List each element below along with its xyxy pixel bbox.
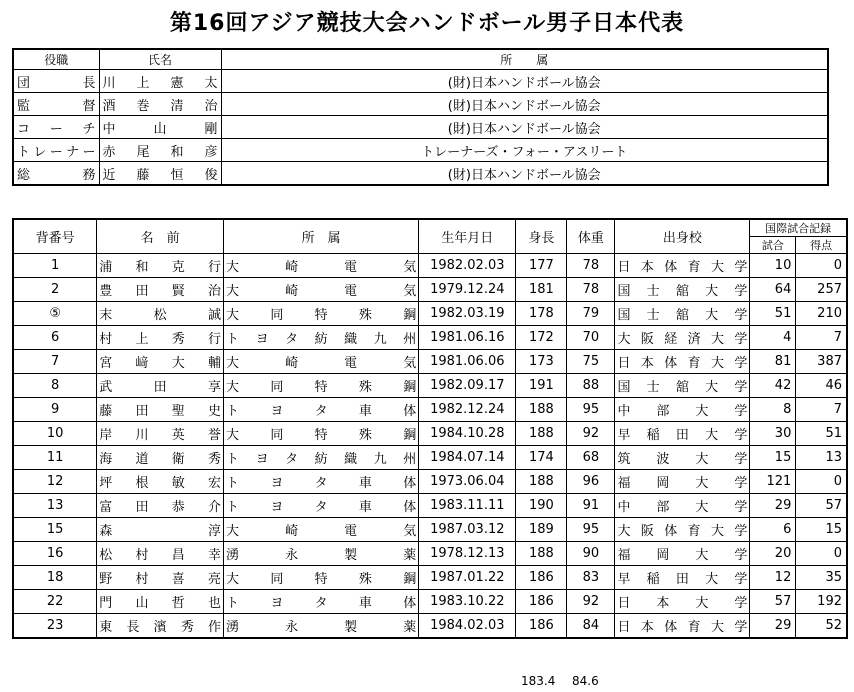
player-school: 国士舘大学 — [615, 374, 750, 398]
player-affiliation: 湧永製薬 — [224, 614, 419, 639]
staff-affiliation: (財)日本ハンドボール協会 — [221, 93, 828, 116]
player-name: 宮﨑大輔 — [97, 350, 224, 374]
player-school: 大阪体育大学 — [615, 518, 750, 542]
player-affiliation: 大崎電気 — [224, 254, 419, 278]
player-number: 6 — [13, 326, 97, 350]
player-school: 福岡大学 — [615, 470, 750, 494]
player-height: 189 — [516, 518, 567, 542]
player-height: 186 — [516, 590, 567, 614]
staff-header-role: 役職 — [13, 49, 99, 70]
staff-table — [12, 48, 829, 186]
player-affiliation: 湧永製薬 — [224, 542, 419, 566]
header-intl-record: 国際試合記録 — [750, 219, 847, 237]
header-birthdate: 生年月日 — [419, 219, 516, 254]
player-goals: 15 — [796, 518, 847, 542]
player-weight: 79 — [567, 302, 615, 326]
staff-role: トレーナー — [13, 139, 99, 162]
player-name: 海道衛秀 — [97, 446, 224, 470]
average-weight: 84.6 — [572, 674, 599, 688]
header-school: 出身校 — [615, 219, 750, 254]
player-matches: 81 — [750, 350, 796, 374]
player-weight: 90 — [567, 542, 615, 566]
player-row — [13, 398, 847, 422]
player-school: 日本体育大学 — [615, 614, 750, 639]
player-birthdate: 1979.12.24 — [419, 278, 516, 302]
player-name: 門山哲也 — [97, 590, 224, 614]
player-height: 172 — [516, 326, 567, 350]
player-affiliation: トヨタ車体 — [224, 590, 419, 614]
player-weight: 95 — [567, 398, 615, 422]
player-matches: 29 — [750, 494, 796, 518]
player-school: 大阪経済大学 — [615, 326, 750, 350]
player-number: 1 — [13, 254, 97, 278]
player-affiliation: 大崎電気 — [224, 518, 419, 542]
average-height: 183.4 — [521, 674, 556, 688]
player-weight: 91 — [567, 494, 615, 518]
player-number: 8 — [13, 374, 97, 398]
staff-affiliation: (財)日本ハンドボール協会 — [221, 70, 828, 93]
player-row — [13, 494, 847, 518]
player-school: 国士舘大学 — [615, 302, 750, 326]
player-name: 森淳 — [97, 518, 224, 542]
player-row — [13, 302, 847, 326]
player-name: 末松誠 — [97, 302, 224, 326]
staff-row — [13, 139, 828, 162]
player-goals: 0 — [796, 254, 847, 278]
player-height: 191 — [516, 374, 567, 398]
player-number: 16 — [13, 542, 97, 566]
player-row — [13, 254, 847, 278]
player-affiliation: 大同特殊鋼 — [224, 566, 419, 590]
player-name: 浦和克行 — [97, 254, 224, 278]
player-number: ⑤ — [13, 302, 97, 326]
player-row — [13, 566, 847, 590]
player-height: 186 — [516, 614, 567, 639]
player-number: 12 — [13, 470, 97, 494]
player-matches: 8 — [750, 398, 796, 422]
player-row — [13, 422, 847, 446]
player-row — [13, 590, 847, 614]
player-row — [13, 326, 847, 350]
player-matches: 15 — [750, 446, 796, 470]
header-number: 背番号 — [13, 219, 97, 254]
player-weight: 68 — [567, 446, 615, 470]
header-goals: 得点 — [796, 237, 847, 254]
staff-affiliation: トレーナーズ・フォー・アスリート — [221, 139, 828, 162]
player-height: 188 — [516, 398, 567, 422]
staff-role: 監督 — [13, 93, 99, 116]
player-matches: 57 — [750, 590, 796, 614]
staff-name: 中山剛 — [99, 116, 221, 139]
player-affiliation: 大同特殊鋼 — [224, 374, 419, 398]
player-birthdate: 1973.06.04 — [419, 470, 516, 494]
player-birthdate: 1982.03.19 — [419, 302, 516, 326]
player-weight: 78 — [567, 254, 615, 278]
player-weight: 83 — [567, 566, 615, 590]
player-birthdate: 1983.11.11 — [419, 494, 516, 518]
player-row — [13, 470, 847, 494]
player-matches: 4 — [750, 326, 796, 350]
player-weight: 96 — [567, 470, 615, 494]
header-weight: 体重 — [567, 219, 615, 254]
player-name: 東長濱秀作 — [97, 614, 224, 639]
players-header-row — [13, 219, 847, 237]
player-school: 日本大学 — [615, 590, 750, 614]
player-goals: 52 — [796, 614, 847, 639]
staff-name: 酒巻清治 — [99, 93, 221, 116]
player-number: 22 — [13, 590, 97, 614]
staff-header-row — [13, 49, 828, 70]
player-height: 190 — [516, 494, 567, 518]
staff-row — [13, 162, 828, 186]
player-weight: 88 — [567, 374, 615, 398]
staff-row — [13, 116, 828, 139]
player-weight: 92 — [567, 590, 615, 614]
staff-role: コーチ — [13, 116, 99, 139]
header-matches: 試合 — [750, 237, 796, 254]
player-school: 中部大学 — [615, 398, 750, 422]
player-row — [13, 518, 847, 542]
player-matches: 64 — [750, 278, 796, 302]
staff-name: 川上憲太 — [99, 70, 221, 93]
player-row — [13, 278, 847, 302]
player-goals: 0 — [796, 470, 847, 494]
player-affiliation: トヨタ車体 — [224, 470, 419, 494]
player-matches: 30 — [750, 422, 796, 446]
player-name: 武田享 — [97, 374, 224, 398]
player-birthdate: 1984.07.14 — [419, 446, 516, 470]
player-number: 2 — [13, 278, 97, 302]
player-school: 筑波大学 — [615, 446, 750, 470]
player-school: 早稲田大学 — [615, 422, 750, 446]
player-matches: 121 — [750, 470, 796, 494]
player-weight: 75 — [567, 350, 615, 374]
player-name: 富田恭介 — [97, 494, 224, 518]
players-table — [12, 218, 848, 639]
player-number: 23 — [13, 614, 97, 639]
player-school: 早稲田大学 — [615, 566, 750, 590]
player-birthdate: 1981.06.16 — [419, 326, 516, 350]
player-name: 豊田賢治 — [97, 278, 224, 302]
player-height: 173 — [516, 350, 567, 374]
player-birthdate: 1982.02.03 — [419, 254, 516, 278]
player-birthdate: 1981.06.06 — [419, 350, 516, 374]
player-matches: 51 — [750, 302, 796, 326]
staff-header-affiliation: 所 属 — [221, 49, 828, 70]
player-weight: 78 — [567, 278, 615, 302]
player-name: 藤田聖史 — [97, 398, 224, 422]
player-goals: 192 — [796, 590, 847, 614]
staff-name: 赤尾和彦 — [99, 139, 221, 162]
player-number: 18 — [13, 566, 97, 590]
player-school: 福岡大学 — [615, 542, 750, 566]
player-goals: 35 — [796, 566, 847, 590]
player-school: 国士舘大学 — [615, 278, 750, 302]
header-name: 名 前 — [97, 219, 224, 254]
player-name: 村上秀行 — [97, 326, 224, 350]
player-height: 188 — [516, 470, 567, 494]
player-weight: 84 — [567, 614, 615, 639]
player-affiliation: 大崎電気 — [224, 350, 419, 374]
staff-role: 団長 — [13, 70, 99, 93]
player-affiliation: 大同特殊鋼 — [224, 422, 419, 446]
player-birthdate: 1987.03.12 — [419, 518, 516, 542]
player-matches: 20 — [750, 542, 796, 566]
player-height: 186 — [516, 566, 567, 590]
player-height: 181 — [516, 278, 567, 302]
player-birthdate: 1983.10.22 — [419, 590, 516, 614]
player-goals: 7 — [796, 326, 847, 350]
player-row — [13, 614, 847, 639]
player-name: 野村喜亮 — [97, 566, 224, 590]
player-weight: 70 — [567, 326, 615, 350]
header-affiliation: 所 属 — [224, 219, 419, 254]
player-row — [13, 446, 847, 470]
player-goals: 387 — [796, 350, 847, 374]
player-affiliation: トヨタ紡織九州 — [224, 446, 419, 470]
page-title: 第16回アジア競技大会ハンドボール男子日本代表 — [169, 11, 685, 36]
player-goals: 210 — [796, 302, 847, 326]
player-number: 7 — [13, 350, 97, 374]
player-birthdate: 1978.12.13 — [419, 542, 516, 566]
player-matches: 29 — [750, 614, 796, 639]
player-goals: 46 — [796, 374, 847, 398]
player-birthdate: 1982.12.24 — [419, 398, 516, 422]
player-height: 188 — [516, 422, 567, 446]
player-goals: 257 — [796, 278, 847, 302]
player-goals: 13 — [796, 446, 847, 470]
player-number: 9 — [13, 398, 97, 422]
player-weight: 92 — [567, 422, 615, 446]
player-row — [13, 542, 847, 566]
player-height: 177 — [516, 254, 567, 278]
player-number: 13 — [13, 494, 97, 518]
staff-name: 近藤恒俊 — [99, 162, 221, 186]
player-name: 松村昌幸 — [97, 542, 224, 566]
player-height: 174 — [516, 446, 567, 470]
player-number: 15 — [13, 518, 97, 542]
player-number: 10 — [13, 422, 97, 446]
player-affiliation: 大同特殊鋼 — [224, 302, 419, 326]
player-matches: 10 — [750, 254, 796, 278]
header-height: 身長 — [516, 219, 567, 254]
player-birthdate: 1982.09.17 — [419, 374, 516, 398]
player-matches: 12 — [750, 566, 796, 590]
player-height: 178 — [516, 302, 567, 326]
player-matches: 42 — [750, 374, 796, 398]
player-affiliation: トヨタ車体 — [224, 398, 419, 422]
player-birthdate: 1987.01.22 — [419, 566, 516, 590]
player-affiliation: 大崎電気 — [224, 278, 419, 302]
player-name: 坪根敏宏 — [97, 470, 224, 494]
player-goals: 51 — [796, 422, 847, 446]
staff-header-name: 氏名 — [99, 49, 221, 70]
staff-row — [13, 70, 828, 93]
player-weight: 95 — [567, 518, 615, 542]
player-row — [13, 374, 847, 398]
player-school: 日本体育大学 — [615, 350, 750, 374]
player-school: 日本体育大学 — [615, 254, 750, 278]
player-name: 岸川英誉 — [97, 422, 224, 446]
player-affiliation: トヨタ紡織九州 — [224, 326, 419, 350]
player-goals: 7 — [796, 398, 847, 422]
player-school: 中部大学 — [615, 494, 750, 518]
staff-row — [13, 93, 828, 116]
player-goals: 57 — [796, 494, 847, 518]
staff-role: 総務 — [13, 162, 99, 186]
player-row — [13, 350, 847, 374]
player-matches: 6 — [750, 518, 796, 542]
staff-affiliation: (財)日本ハンドボール協会 — [221, 162, 828, 186]
player-goals: 0 — [796, 542, 847, 566]
player-height: 188 — [516, 542, 567, 566]
player-affiliation: トヨタ車体 — [224, 494, 419, 518]
player-birthdate: 1984.02.03 — [419, 614, 516, 639]
player-birthdate: 1984.10.28 — [419, 422, 516, 446]
staff-affiliation: (財)日本ハンドボール協会 — [221, 116, 828, 139]
player-number: 11 — [13, 446, 97, 470]
